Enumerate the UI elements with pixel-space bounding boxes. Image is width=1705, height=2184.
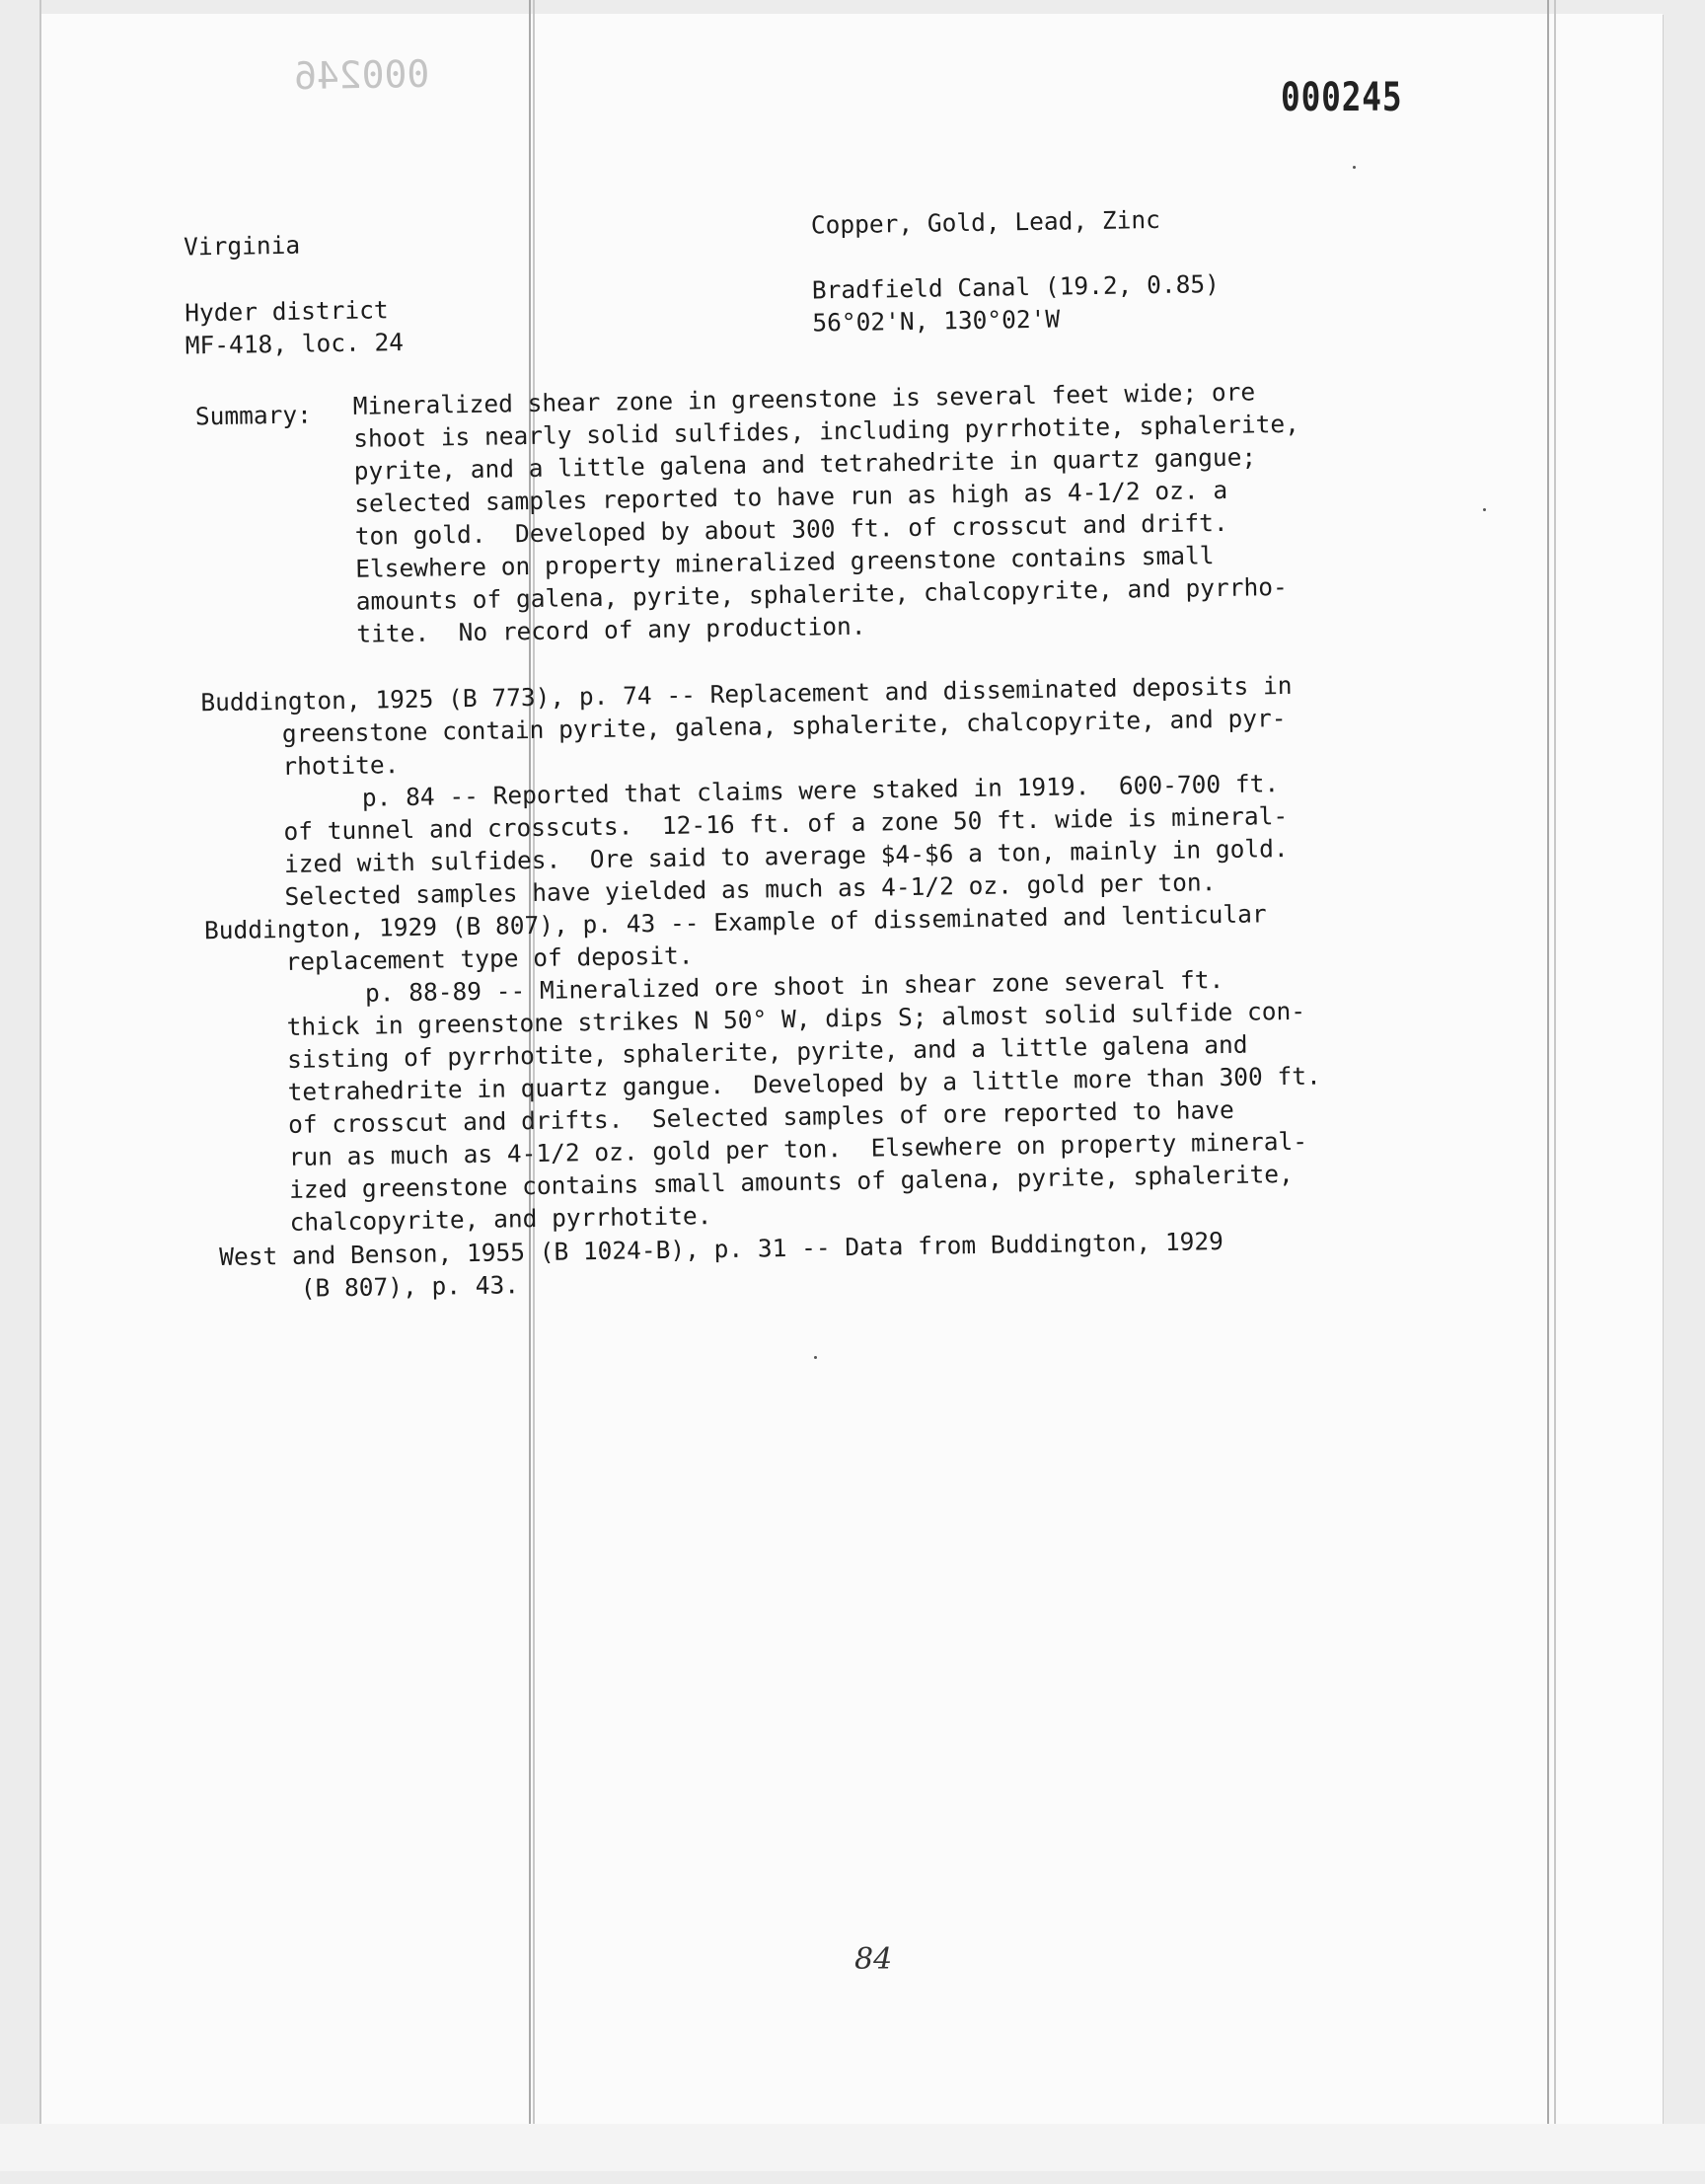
- district-name: Hyder district: [184, 295, 389, 328]
- summary-line: Mineralized shear zone in greenstone is several feet wide; ore: [352, 377, 1256, 420]
- reference-line: Buddington, 1929 (B 807), p. 43 -- Example of disseminated and lenticular: [203, 899, 1267, 945]
- summary-line: shoot is nearly solid sulfides, including pyrrhotite, sphalerite,: [352, 409, 1300, 453]
- coordinates: 56°02'N, 130°02'W: [812, 304, 1061, 338]
- scan-speck: [1483, 508, 1486, 511]
- reference-line: p. 84 -- Reported that claims were staked in 1919. 600-700 ft.: [361, 769, 1280, 812]
- commodities: Copper, Gold, Lead, Zinc: [810, 204, 1161, 240]
- reference-line: thick in greenstone strikes N 50° W, dips S; almost solid sulfide con-: [286, 996, 1306, 1041]
- document-number-stamp: 000245: [1281, 75, 1403, 120]
- reference-line: Buddington, 1925 (B 773), p. 74 -- Replacement and disseminated deposits in: [200, 670, 1293, 717]
- bleed-through-stamp: 000246: [293, 51, 430, 99]
- summary-label: Summary:: [194, 400, 313, 431]
- reference-line: run as much as 4-1/2 oz. gold per ton. Elsewhere on property mineral-: [288, 1126, 1308, 1171]
- summary-line: tite. No record of any production.: [356, 611, 866, 648]
- summary-line: selected samples reported to have run as high as 4-1/2 oz. a: [354, 475, 1228, 518]
- reference-line: tetrahedrite in quartz gangue. Developed by a little more than 300 ft.: [287, 1061, 1321, 1106]
- reference-line: chalcopyrite, and pyrrhotite.: [289, 1201, 712, 1237]
- reference-line: (B 807), p. 43.: [300, 1270, 520, 1303]
- map-reference: MF-418, loc. 24: [185, 328, 405, 360]
- summary-line: amounts of galena, pyrite, sphalerite, chalcopyrite, and pyrrho-: [355, 571, 1288, 616]
- reference-line: rhotite.: [282, 750, 400, 781]
- reference-line: West and Benson, 1955 (B 1024-B), p. 31 -- Data from Buddington, 1929: [218, 1227, 1224, 1272]
- reference-line: greenstone contain pyrite, galena, sphalerite, chalcopyrite, and pyr-: [281, 704, 1287, 748]
- summary-line: Elsewhere on property mineralized greenstone contains small: [355, 541, 1215, 583]
- quadrangle: Bradfield Canal (19.2, 0.85): [811, 269, 1221, 305]
- reference-line: p. 88-89 -- Mineralized ore shoot in shear zone several ft.: [364, 965, 1224, 1008]
- state-name: Virginia: [183, 230, 301, 262]
- page-number: 84: [854, 1942, 893, 1977]
- reference-line: of tunnel and crosscuts. 12-16 ft. of a zone 50 ft. wide is mineral-: [283, 800, 1289, 846]
- reference-line: sisting of pyrrhotite, sphalerite, pyrite, and a little galena and: [286, 1029, 1248, 1074]
- summary-line: ton gold. Developed by about 300 ft. of crosscut and drift.: [354, 507, 1228, 551]
- reference-line: replacement type of deposit.: [285, 941, 694, 976]
- scan-speck: [1353, 166, 1356, 169]
- reference-line: ized greenstone contains small amounts of galena, pyrite, sphalerite,: [288, 1159, 1295, 1204]
- reference-line: Selected samples have yielded as much as 4-1/2 oz. gold per ton.: [284, 867, 1217, 911]
- scan-speck: [814, 1356, 817, 1359]
- summary-line: pyrite, and a little galena and tetrahedrite in quartz gangue;: [353, 442, 1257, 486]
- reference-line: of crosscut and drifts. Selected samples of ore reported to have: [287, 1094, 1235, 1139]
- reference-line: ized with sulfides. Ore said to average $4-$6 a ton, mainly in gold.: [283, 833, 1289, 878]
